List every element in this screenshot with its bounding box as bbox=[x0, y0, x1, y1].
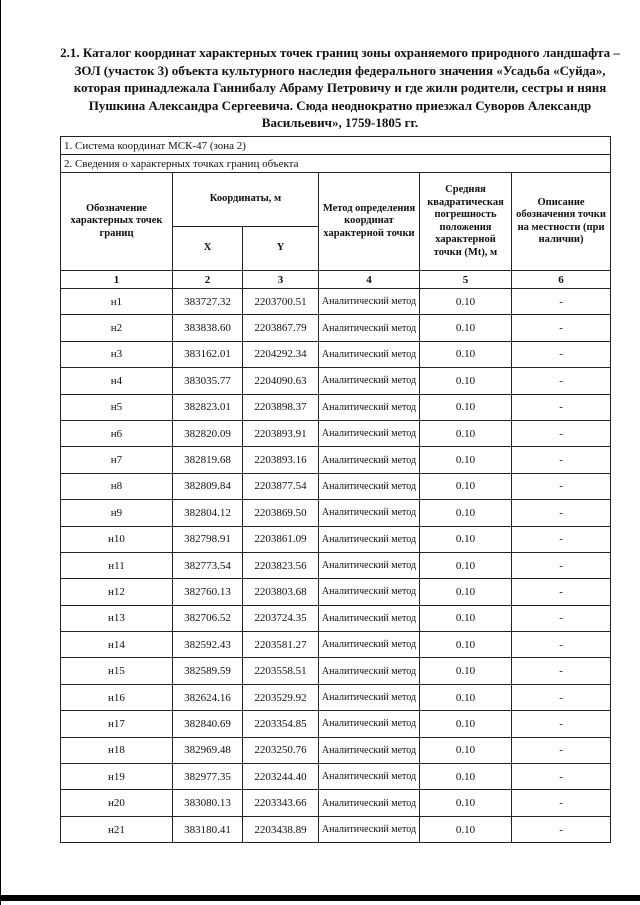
table-row bbox=[61, 711, 611, 737]
error-cell: 0.10 bbox=[420, 816, 512, 842]
x-coordinate-cell: 382823.01 bbox=[173, 394, 243, 420]
method-cell: Аналитический метод bbox=[319, 289, 420, 315]
coordinates-table-container bbox=[60, 136, 610, 843]
y-coordinate-cell: 2203529.92 bbox=[243, 684, 319, 710]
method-cell: Аналитический метод bbox=[319, 368, 420, 394]
x-coordinate-cell: 383162.01 bbox=[173, 341, 243, 367]
col-number: 4 bbox=[319, 271, 420, 289]
description-cell: - bbox=[512, 816, 611, 842]
table-row bbox=[61, 420, 611, 446]
header-x: X bbox=[173, 227, 243, 271]
x-coordinate-cell: 382773.54 bbox=[173, 552, 243, 578]
method-cell: Аналитический метод bbox=[319, 473, 420, 499]
description-cell: - bbox=[512, 658, 611, 684]
method-cell: Аналитический метод bbox=[319, 420, 420, 446]
error-cell: 0.10 bbox=[420, 368, 512, 394]
point-cell: н12 bbox=[61, 579, 173, 605]
error-cell: 0.10 bbox=[420, 711, 512, 737]
method-cell: Аналитический метод bbox=[319, 658, 420, 684]
table-row bbox=[61, 394, 611, 420]
table-row bbox=[61, 764, 611, 790]
table-row bbox=[61, 473, 611, 499]
method-cell: Аналитический метод bbox=[319, 579, 420, 605]
col-number: 1 bbox=[61, 271, 173, 289]
point-cell: н20 bbox=[61, 790, 173, 816]
table-row bbox=[61, 289, 611, 315]
description-cell: - bbox=[512, 552, 611, 578]
header-coordinates: Координаты, м bbox=[173, 173, 319, 227]
table-row bbox=[61, 552, 611, 578]
y-coordinate-cell: 2203343.66 bbox=[243, 790, 319, 816]
table-row bbox=[61, 579, 611, 605]
point-cell: н21 bbox=[61, 816, 173, 842]
y-coordinate-cell: 2203558.51 bbox=[243, 658, 319, 684]
y-coordinate-cell: 2203724.35 bbox=[243, 605, 319, 631]
table-row bbox=[61, 816, 611, 842]
method-cell: Аналитический метод bbox=[319, 632, 420, 658]
description-cell: - bbox=[512, 447, 611, 473]
point-cell: н9 bbox=[61, 500, 173, 526]
col-number: 5 bbox=[420, 271, 512, 289]
description-cell: - bbox=[512, 790, 611, 816]
method-cell: Аналитический метод bbox=[319, 447, 420, 473]
description-cell: - bbox=[512, 526, 611, 552]
table-row bbox=[61, 447, 611, 473]
point-cell: н1 bbox=[61, 289, 173, 315]
description-cell: - bbox=[512, 341, 611, 367]
y-coordinate-cell: 2203893.91 bbox=[243, 420, 319, 446]
table-row bbox=[61, 737, 611, 763]
error-cell: 0.10 bbox=[420, 632, 512, 658]
y-coordinate-cell: 2204090.63 bbox=[243, 368, 319, 394]
method-cell: Аналитический метод bbox=[319, 394, 420, 420]
coordinate-system-row: 1. Система координат МСК-47 (зона 2) bbox=[61, 137, 611, 155]
error-cell: 0.10 bbox=[420, 394, 512, 420]
header-method: Метод определения координат характерной точки bbox=[319, 173, 420, 271]
method-cell: Аналитический метод bbox=[319, 764, 420, 790]
point-cell: н16 bbox=[61, 684, 173, 710]
description-cell: - bbox=[512, 420, 611, 446]
method-cell: Аналитический метод bbox=[319, 500, 420, 526]
y-coordinate-cell: 2203244.40 bbox=[243, 764, 319, 790]
method-cell: Аналитический метод bbox=[319, 737, 420, 763]
x-coordinate-cell: 382798.91 bbox=[173, 526, 243, 552]
error-cell: 0.10 bbox=[420, 790, 512, 816]
x-coordinate-cell: 383080.13 bbox=[173, 790, 243, 816]
method-cell: Аналитический метод bbox=[319, 684, 420, 710]
table-row bbox=[61, 605, 611, 631]
description-cell: - bbox=[512, 737, 611, 763]
column-number-row bbox=[61, 271, 611, 289]
description-cell: - bbox=[512, 605, 611, 631]
y-coordinate-cell: 2203898.37 bbox=[243, 394, 319, 420]
y-coordinate-cell: 2203877.54 bbox=[243, 473, 319, 499]
point-cell: н19 bbox=[61, 764, 173, 790]
y-coordinate-cell: 2203861.09 bbox=[243, 526, 319, 552]
document-title: 2.1. Каталог координат характерных точек границ зоны охраняемого природного ландшафта –ЗОЛ (участок 3) объекта культурного наследия федерального значения «Усадьба «Суйда», которая принадлежала Ганнибалу Абраму Петровичу и где жили родители, сестры и няня Пушкина Александра Сергеевича. Сюда неоднократно приезжал Суворов Александр Васильевич», 1759-1805 гг. bbox=[60, 45, 620, 130]
coordinates-table bbox=[60, 136, 611, 843]
y-coordinate-cell: 2203700.51 bbox=[243, 289, 319, 315]
table-row bbox=[61, 315, 611, 341]
header-y: Y bbox=[243, 227, 319, 271]
table-row bbox=[61, 368, 611, 394]
table-row bbox=[61, 658, 611, 684]
description-cell: - bbox=[512, 711, 611, 737]
method-cell: Аналитический метод bbox=[319, 711, 420, 737]
x-coordinate-cell: 383727.32 bbox=[173, 289, 243, 315]
table-row bbox=[61, 684, 611, 710]
x-coordinate-cell: 382804.12 bbox=[173, 500, 243, 526]
x-coordinate-cell: 382819.68 bbox=[173, 447, 243, 473]
x-coordinate-cell: 382969.48 bbox=[173, 737, 243, 763]
description-cell: - bbox=[512, 632, 611, 658]
y-coordinate-cell: 2203823.56 bbox=[243, 552, 319, 578]
point-cell: н4 bbox=[61, 368, 173, 394]
error-cell: 0.10 bbox=[420, 315, 512, 341]
method-cell: Аналитический метод bbox=[319, 341, 420, 367]
x-coordinate-cell: 382809.84 bbox=[173, 473, 243, 499]
header-point: Обозначение характерных точек границ bbox=[61, 173, 173, 271]
col-number: 3 bbox=[243, 271, 319, 289]
x-coordinate-cell: 382760.13 bbox=[173, 579, 243, 605]
method-cell: Аналитический метод bbox=[319, 816, 420, 842]
point-cell: н17 bbox=[61, 711, 173, 737]
x-coordinate-cell: 382706.52 bbox=[173, 605, 243, 631]
description-cell: - bbox=[512, 764, 611, 790]
x-coordinate-cell: 383838.60 bbox=[173, 315, 243, 341]
description-cell: - bbox=[512, 500, 611, 526]
point-cell: н7 bbox=[61, 447, 173, 473]
point-cell: н15 bbox=[61, 658, 173, 684]
x-coordinate-cell: 383180.41 bbox=[173, 816, 243, 842]
point-cell: н18 bbox=[61, 737, 173, 763]
point-cell: н2 bbox=[61, 315, 173, 341]
error-cell: 0.10 bbox=[420, 500, 512, 526]
y-coordinate-cell: 2203354.85 bbox=[243, 711, 319, 737]
error-cell: 0.10 bbox=[420, 420, 512, 446]
point-cell: н13 bbox=[61, 605, 173, 631]
point-cell: н8 bbox=[61, 473, 173, 499]
header-error: Средняя квадратическая погрешность положения характерной точки (Mt), м bbox=[420, 173, 512, 271]
left-page-edge bbox=[0, 0, 1, 905]
col-number: 6 bbox=[512, 271, 611, 289]
x-coordinate-cell: 382624.16 bbox=[173, 684, 243, 710]
y-coordinate-cell: 2203893.16 bbox=[243, 447, 319, 473]
x-coordinate-cell: 382977.35 bbox=[173, 764, 243, 790]
table-row bbox=[61, 790, 611, 816]
col-number: 2 bbox=[173, 271, 243, 289]
error-cell: 0.10 bbox=[420, 658, 512, 684]
description-cell: - bbox=[512, 315, 611, 341]
y-coordinate-cell: 2203438.89 bbox=[243, 816, 319, 842]
method-cell: Аналитический метод bbox=[319, 552, 420, 578]
error-cell: 0.10 bbox=[420, 764, 512, 790]
x-coordinate-cell: 382592.43 bbox=[173, 632, 243, 658]
error-cell: 0.10 bbox=[420, 447, 512, 473]
x-coordinate-cell: 382589.59 bbox=[173, 658, 243, 684]
description-cell: - bbox=[512, 394, 611, 420]
y-coordinate-cell: 2203250.76 bbox=[243, 737, 319, 763]
x-coordinate-cell: 383035.77 bbox=[173, 368, 243, 394]
error-cell: 0.10 bbox=[420, 605, 512, 631]
error-cell: 0.10 bbox=[420, 684, 512, 710]
y-coordinate-cell: 2203581.27 bbox=[243, 632, 319, 658]
table-row bbox=[61, 500, 611, 526]
x-coordinate-cell: 382820.09 bbox=[173, 420, 243, 446]
x-coordinate-cell: 382840.69 bbox=[173, 711, 243, 737]
description-cell: - bbox=[512, 684, 611, 710]
error-cell: 0.10 bbox=[420, 552, 512, 578]
method-cell: Аналитический метод bbox=[319, 526, 420, 552]
point-cell: н10 bbox=[61, 526, 173, 552]
description-cell: - bbox=[512, 473, 611, 499]
error-cell: 0.10 bbox=[420, 473, 512, 499]
table-row bbox=[61, 526, 611, 552]
table-row bbox=[61, 341, 611, 367]
description-cell: - bbox=[512, 368, 611, 394]
point-cell: н6 bbox=[61, 420, 173, 446]
method-cell: Аналитический метод bbox=[319, 315, 420, 341]
error-cell: 0.10 bbox=[420, 341, 512, 367]
description-cell: - bbox=[512, 579, 611, 605]
y-coordinate-cell: 2203869.50 bbox=[243, 500, 319, 526]
point-cell: н5 bbox=[61, 394, 173, 420]
points-info-row: 2. Сведения о характерных точках границ объекта bbox=[61, 155, 611, 173]
table-row bbox=[61, 632, 611, 658]
method-cell: Аналитический метод bbox=[319, 790, 420, 816]
method-cell: Аналитический метод bbox=[319, 605, 420, 631]
point-cell: н3 bbox=[61, 341, 173, 367]
y-coordinate-cell: 2203803.68 bbox=[243, 579, 319, 605]
point-cell: н11 bbox=[61, 552, 173, 578]
point-cell: н14 bbox=[61, 632, 173, 658]
y-coordinate-cell: 2204292.34 bbox=[243, 341, 319, 367]
error-cell: 0.10 bbox=[420, 579, 512, 605]
y-coordinate-cell: 2203867.79 bbox=[243, 315, 319, 341]
bottom-page-edge bbox=[0, 895, 640, 901]
error-cell: 0.10 bbox=[420, 289, 512, 315]
error-cell: 0.10 bbox=[420, 526, 512, 552]
error-cell: 0.10 bbox=[420, 737, 512, 763]
header-description: Описание обозначения точки на местности (при наличии) bbox=[512, 173, 611, 271]
description-cell: - bbox=[512, 289, 611, 315]
